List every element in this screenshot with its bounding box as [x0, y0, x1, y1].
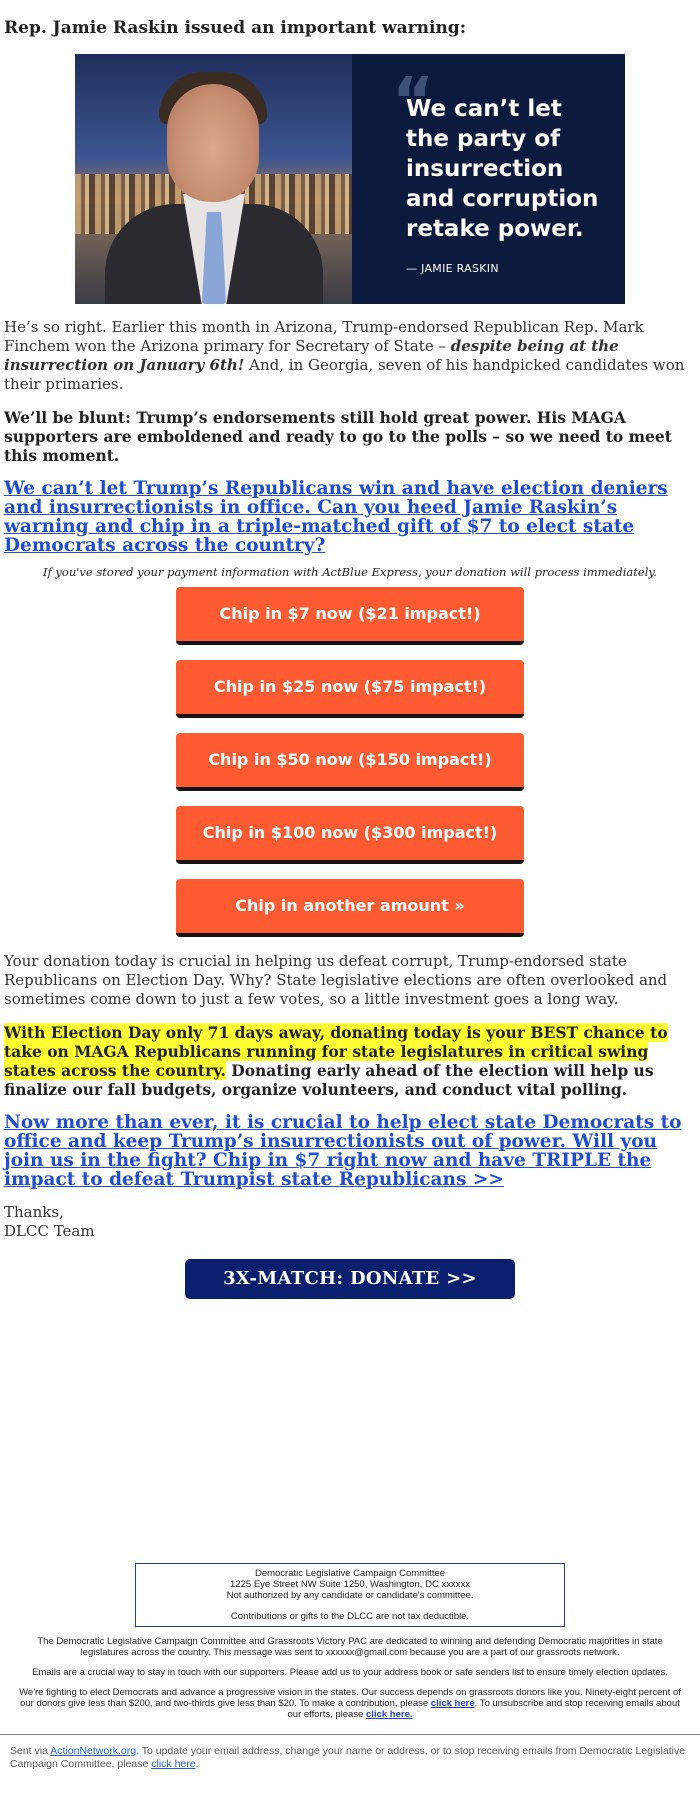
- paragraph-blunt: We’ll be blunt: Trump’s endorsements still hold great power. His MAGA supporters are emboldened and ready to go to the polls – so we need to meet this moment.: [4, 408, 672, 465]
- paragraph-election-day: With Election Day only 71 days away, donating today is your BEST chance to take on MAGA Republicans running for state legislatures in critical swing states across the country. Donating early ahead of the election will help us finalize our fall budgets, organize volunteers, and conduct vital polling.: [4, 1023, 668, 1099]
- signoff: [4, 1203, 696, 1241]
- highlighted-text: With Election Day only 71 days away, donating today is your BEST chance to take on MAGA Republicans running for state legislatures in critical swing states across the country.: [4, 1023, 668, 1080]
- team-signature: DLCC Team: [4, 1222, 95, 1240]
- sent-via-text: Sent via ActionNetwork.org. To update your email address, change your name or address, or to stop receiving emails from Democratic Legislative Campaign Committee, please click here.: [10, 1745, 686, 1770]
- quote-text: We can’t let the party of insurrection and corruption retake power.: [406, 96, 599, 242]
- update-preferences-link[interactable]: click here: [151, 1758, 196, 1770]
- mission-text: The Democratic Legislative Campaign Committee and Grassroots Victory PAC are dedicated to winning and defending Democratic majorities in state legislatures across the country. This message was sent to xxxxxx@gmail.com because you are a part of our grassroots network.: [37, 1636, 663, 1658]
- email-footer: [0, 1563, 700, 1771]
- unsubscribe-link[interactable]: click here.: [366, 1709, 413, 1720]
- donation-buttons: [4, 587, 696, 937]
- chip-in-50-button[interactable]: Chip in $50 now ($150 impact!): [176, 733, 524, 791]
- heed-warning-link[interactable]: We can’t let Trump’s Republicans win and have election deniers and insurrectionists in office. Can you heed Jamie Raskin’s warning and chip in a triple-matched gift of $7 to elect state Democrats across the country?: [4, 478, 668, 556]
- actionnetwork-link[interactable]: ActionNetwork.org: [50, 1745, 137, 1757]
- org-name: Democratic Legislative Campaign Committee: [254, 1568, 446, 1579]
- quote-attribution: — JAMIE RASKIN: [406, 262, 499, 275]
- chip-in-25-button[interactable]: Chip in $25 now ($75 impact!): [176, 660, 524, 718]
- paragraph-crucial: Your donation today is crucial in helping us defeat corrupt, Trump-endorsed state Republicans on Election Day. Why? State legislative elections are often overlooked and sometimes come down to just a few votes, so a little investment goes a long way.: [4, 952, 668, 1008]
- triple-match-donate-button[interactable]: 3X-MATCH: DONATE >>: [185, 1259, 515, 1299]
- thanks-text: Thanks,: [4, 1203, 64, 1221]
- tax-note: Contributions or gifts to the DLCC are not tax deductible.: [230, 1611, 470, 1622]
- raskin-photo: [75, 54, 352, 304]
- address-box: [135, 1563, 565, 1627]
- actblue-note: If you've stored your payment information with ActBlue Express, your donation will process immediately.: [42, 565, 658, 579]
- raskin-quote-banner[interactable]: [75, 54, 625, 304]
- chip-in-7-button[interactable]: Chip in $7 now ($21 impact!): [176, 587, 524, 645]
- emails-text: Emails are a crucial way to stay in touch with our supporters. Please add us to your address book or safe senders list to ensure timely election updates.: [32, 1667, 668, 1678]
- chip-in-other-button[interactable]: Chip in another amount »: [176, 879, 524, 937]
- quote-mark-icon: “: [392, 65, 435, 139]
- contribute-link[interactable]: click here: [430, 1698, 475, 1709]
- quote-panel: [352, 54, 625, 304]
- join-fight-link[interactable]: Now more than ever, it is crucial to help elect state Democrats to office and keep Trump’s insurrectionists out of power. Will you join us in the fight? Chip in $7 right now and have TRIPLE the impact to defeat Trumpist state Republicans >>: [4, 1112, 682, 1190]
- authorization-note: Not authorized by any candidate or candidate's committee.: [226, 1590, 474, 1601]
- paragraph-finchem: He’s so right. Earlier this month in Arizona, Trump-endorsed Republican Rep. Mark Finchem won the Arizona primary for Secretary of State – despite being at the insurrection on January 6th! And, in Georgia, seven of his handpicked candidates won their primaries.: [4, 318, 685, 393]
- org-address: 1225 Eye Street NW Suite 1250, Washington, DC xxxxxx: [230, 1579, 470, 1590]
- fight-text: We're fighting to elect Democrats and advance a progressive vision in the states. Our success depends on grassroots donors like you. Ninety-eight percent of our donors give less than $200, and two-thirds give less than $20. To make a contribution, please click here. To unsubscribe and stop receiving emails about our efforts, please click here.: [19, 1687, 681, 1720]
- chip-in-100-button[interactable]: Chip in $100 now ($300 impact!): [176, 806, 524, 864]
- intro-heading: Rep. Jamie Raskin issued an important warning:: [4, 18, 466, 38]
